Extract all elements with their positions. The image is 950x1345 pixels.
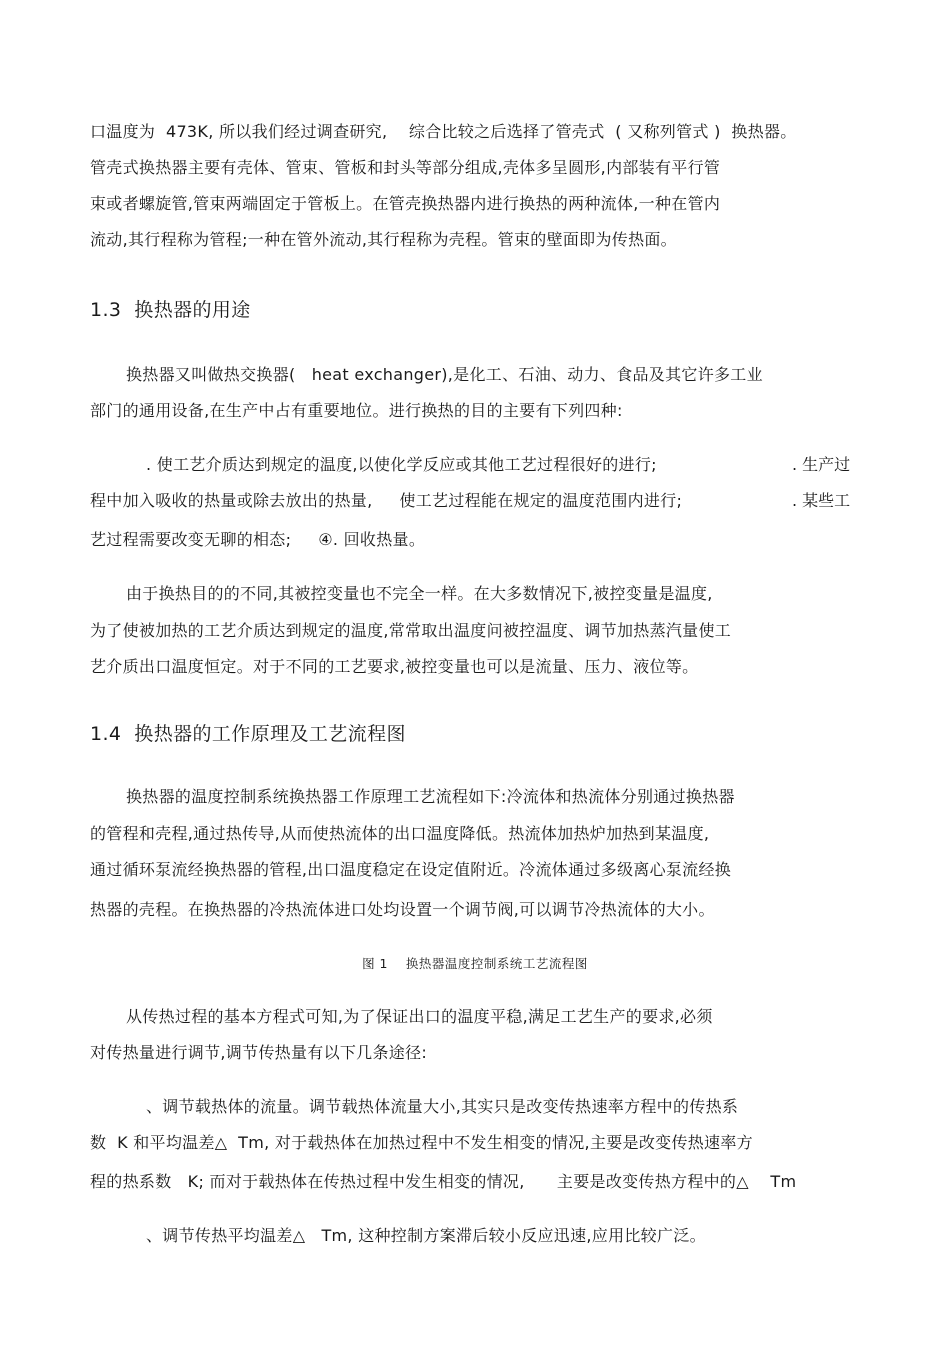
figure-caption: 图 1 换热器温度控制系统工艺流程图 [362,956,588,971]
section-1-4-heading: 1.4 换热器的工作原理及工艺流程图 [90,723,406,745]
s13-para-c-line-2: 为了使被加热的工艺介质达到规定的温度,常常取出温度问被控温度、调节加热蒸汽量使工 [90,621,732,640]
s14-para-a-line-1: 换热器的温度控制系统换热器工作原理工艺流程如下:冷流体和热流体分别通过换热器 [126,787,735,806]
s13-para-a-line-2: 部门的通用设备,在生产中占有重要地位。进行换热的目的主要有下列四种: [90,401,623,420]
s13-para-c-line-1: 由于换热目的的不同,其被控变量也不完全一样。在大多数情况下,被控变量是温度, [126,584,713,603]
intro-line-2: 管壳式换热器主要有壳体、管束、管板和封头等部分组成,壳体多呈圆形,内部装有平行管 [90,158,721,177]
s14-para-a-line-4: 热器的壳程。在换热器的冷热流体进口处均设置一个调节阀,可以调节冷热流体的大小。 [90,900,715,919]
s13-para-a-line-1: 换热器又叫做热交换器( heat exchanger),是化工、石油、动力、食品及其它许多工业 [126,365,763,384]
s14-para-c-line-2: 数 K 和平均温差△ Tm, 对于载热体在加热过程中不发生相变的情况,主要是改变传热速率方 [90,1133,753,1152]
s13-para-b-right-2: . 某些工 [792,491,851,510]
s13-para-b-right-1: . 生产过 [792,455,851,474]
intro-line-1: 口温度为 473K, 所以我们经过调查研究, 综合比较之后选择了管壳式 ( 又称列管式 ) 换热器。 [90,122,797,141]
s13-para-b-line-3: 艺过程需要改变无聊的相态; ④. 回收热量。 [90,530,426,549]
s13-para-c-line-3: 艺介质出口温度恒定。对于不同的工艺要求,被控变量也可以是流量、压力、液位等。 [90,657,699,676]
s14-para-b-line-2: 对传热量进行调节,调节传热量有以下几条途径: [90,1043,428,1062]
s14-para-c-line-3: 程的热系数 K; 而对于载热体在传热过程中发生相变的情况, 主要是改变传热方程中的△ Tm [90,1172,797,1191]
s14-para-d-line-1: 、调节传热平均温差△ Tm, 这种控制方案滞后较小反应迅速,应用比较广泛。 [146,1226,706,1245]
section-1-3-heading: 1.3 换热器的用途 [90,299,251,321]
intro-line-3: 束或者螺旋管,管束两端固定于管板上。在管壳换热器内进行换热的两种流体,一种在管内 [90,194,721,213]
s14-para-a-line-3: 通过循环泵流经换热器的管程,出口温度稳定在设定值附近。冷流体通过多级离心泵流经换 [90,860,732,879]
s13-para-b-line-2: 程中加入吸收的热量或除去放出的热量, 使工艺过程能在规定的温度范围内进行; [90,491,683,510]
s14-para-c-line-1: 、调节载热体的流量。调节载热体流量大小,其实只是改变传热速率方程中的传热系 [146,1097,739,1116]
s14-para-a-line-2: 的管程和壳程,通过热传导,从而使热流体的出口温度降低。热流体加热炉加热到某温度, [90,824,710,843]
intro-line-4: 流动,其行程称为管程;一种在管外流动,其行程称为壳程。管束的壁面即为传热面。 [90,230,677,249]
s14-para-b-line-1: 从传热过程的基本方程式可知,为了保证出口的温度平稳,满足工艺生产的要求,必须 [126,1007,713,1026]
s13-para-b-line-1: . 使工艺介质达到规定的温度,以使化学反应或其他工艺过程很好的进行; [146,455,657,474]
